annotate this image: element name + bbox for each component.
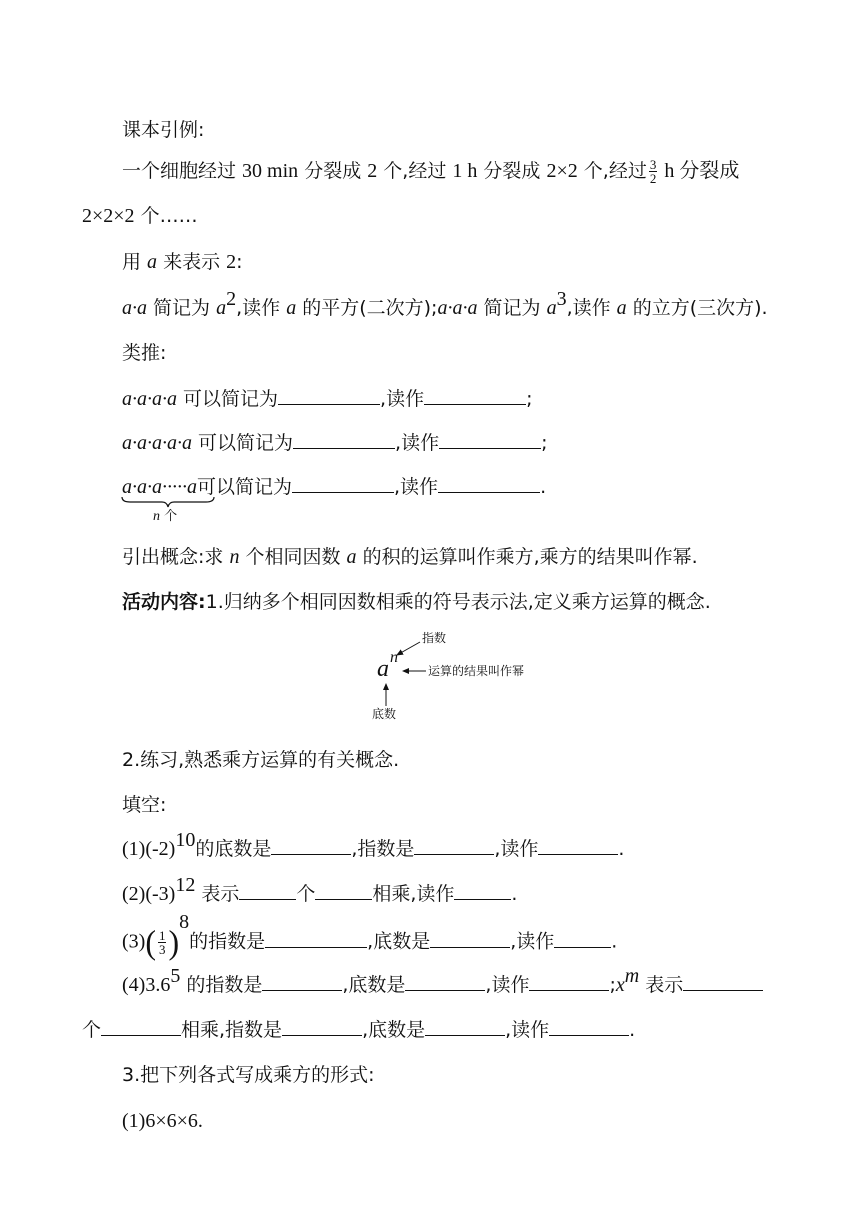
activity-line-3: 3.把下列各式写成乘方的形式: [122, 1064, 375, 1086]
answer-blank[interactable] [439, 430, 541, 449]
question-1: $(1)(-2)^{10}$的底数是 ,指数是 ,读作 . [122, 828, 625, 860]
use-a-line: 用 a 来表示 2: [122, 251, 243, 273]
answer-blank[interactable] [265, 929, 367, 948]
underbrace [120, 495, 216, 509]
activity-line-1: 活动内容:1.归纳多个相同因数相乘的符号表示法,定义乘方运算的概念. [122, 591, 711, 613]
answer-blank[interactable] [101, 1017, 181, 1036]
notation-line: a·a 简记为 $a^2$,读作 a 的平方(二次方);a·a·a 简记为 $a^3$,读作 a 的立方(三次方). [122, 287, 768, 319]
analogy-heading: 类推: [122, 342, 167, 364]
fill-heading: 填空: [122, 794, 167, 816]
answer-blank[interactable] [538, 836, 618, 855]
answer-blank[interactable] [554, 929, 611, 948]
answer-blank[interactable] [239, 881, 296, 900]
answer-blank[interactable] [529, 972, 609, 991]
answer-blank[interactable] [278, 386, 380, 405]
answer-blank[interactable] [405, 972, 485, 991]
fraction-three-halves: $\frac{3}{2}$ [649, 157, 657, 186]
answer-blank[interactable] [549, 1017, 629, 1036]
exercise-1: (1)6×6×6. [122, 1110, 203, 1132]
answer-blank[interactable] [315, 881, 372, 900]
example-line-1: 一个细胞经过 30 min 分裂成 2 个,经过 1 h 分裂成 2×2 个,经过 $\frac{3}{2}$ h 分裂成 [122, 157, 740, 186]
exponent-label: 指数 [422, 631, 447, 645]
example-line-2: 2×2×2 个…… [82, 205, 198, 227]
concept-line: 引出概念:求 n 个相同因数 a 的积的运算叫作乘方,乘方的结果叫作幂. [122, 546, 698, 568]
answer-blank[interactable] [438, 474, 540, 493]
analogy-line-1: a·a·a·a 可以简记为 ,读作 ; [122, 388, 533, 410]
activity-line-2: 2.练习,熟悉乘方运算的有关概念. [122, 749, 400, 771]
base-label: 底数 [372, 707, 397, 721]
answer-blank[interactable] [424, 386, 526, 405]
question-4-continued: 个 相乘,指数是 ,底数是 ,读作 . [82, 1019, 636, 1041]
analogy-line-2: a·a·a·a·a 可以简记为 ,读作 ; [122, 432, 548, 454]
answer-blank[interactable] [293, 430, 395, 449]
diagram-exponent: n [390, 649, 398, 666]
analogy-line-3: a·a·a·····a可以简记为 ,读作 . [122, 476, 547, 498]
answer-blank[interactable] [262, 972, 342, 991]
answer-blank[interactable] [282, 1017, 362, 1036]
answer-blank[interactable] [683, 972, 763, 991]
intro-heading: 课本引例: [122, 119, 205, 141]
n-factors-label: n 个 [153, 509, 178, 524]
answer-blank[interactable] [414, 836, 494, 855]
question-2: $(2)(-3)^{12}$ 表示 个 相乘,读作 . [122, 873, 518, 905]
answer-blank[interactable] [292, 474, 394, 493]
question-3: (3)( $\frac{1}{3}$ )$^8$的指数是 ,底数是 ,读作 . [122, 911, 618, 961]
question-4: $(4)3.6^5$ 的指数是 ,底数是 ,读作 $;x^m$ 表示 [122, 972, 763, 998]
power-diagram [360, 630, 560, 725]
result-label: 运算的结果叫作幂 [428, 664, 525, 678]
fraction-one-third: $\frac{1}{3}$ [158, 927, 166, 957]
answer-blank[interactable] [430, 929, 510, 948]
answer-blank[interactable] [454, 881, 511, 900]
answer-blank[interactable] [425, 1017, 505, 1036]
diagram-base: a [377, 656, 389, 682]
answer-blank[interactable] [271, 836, 351, 855]
